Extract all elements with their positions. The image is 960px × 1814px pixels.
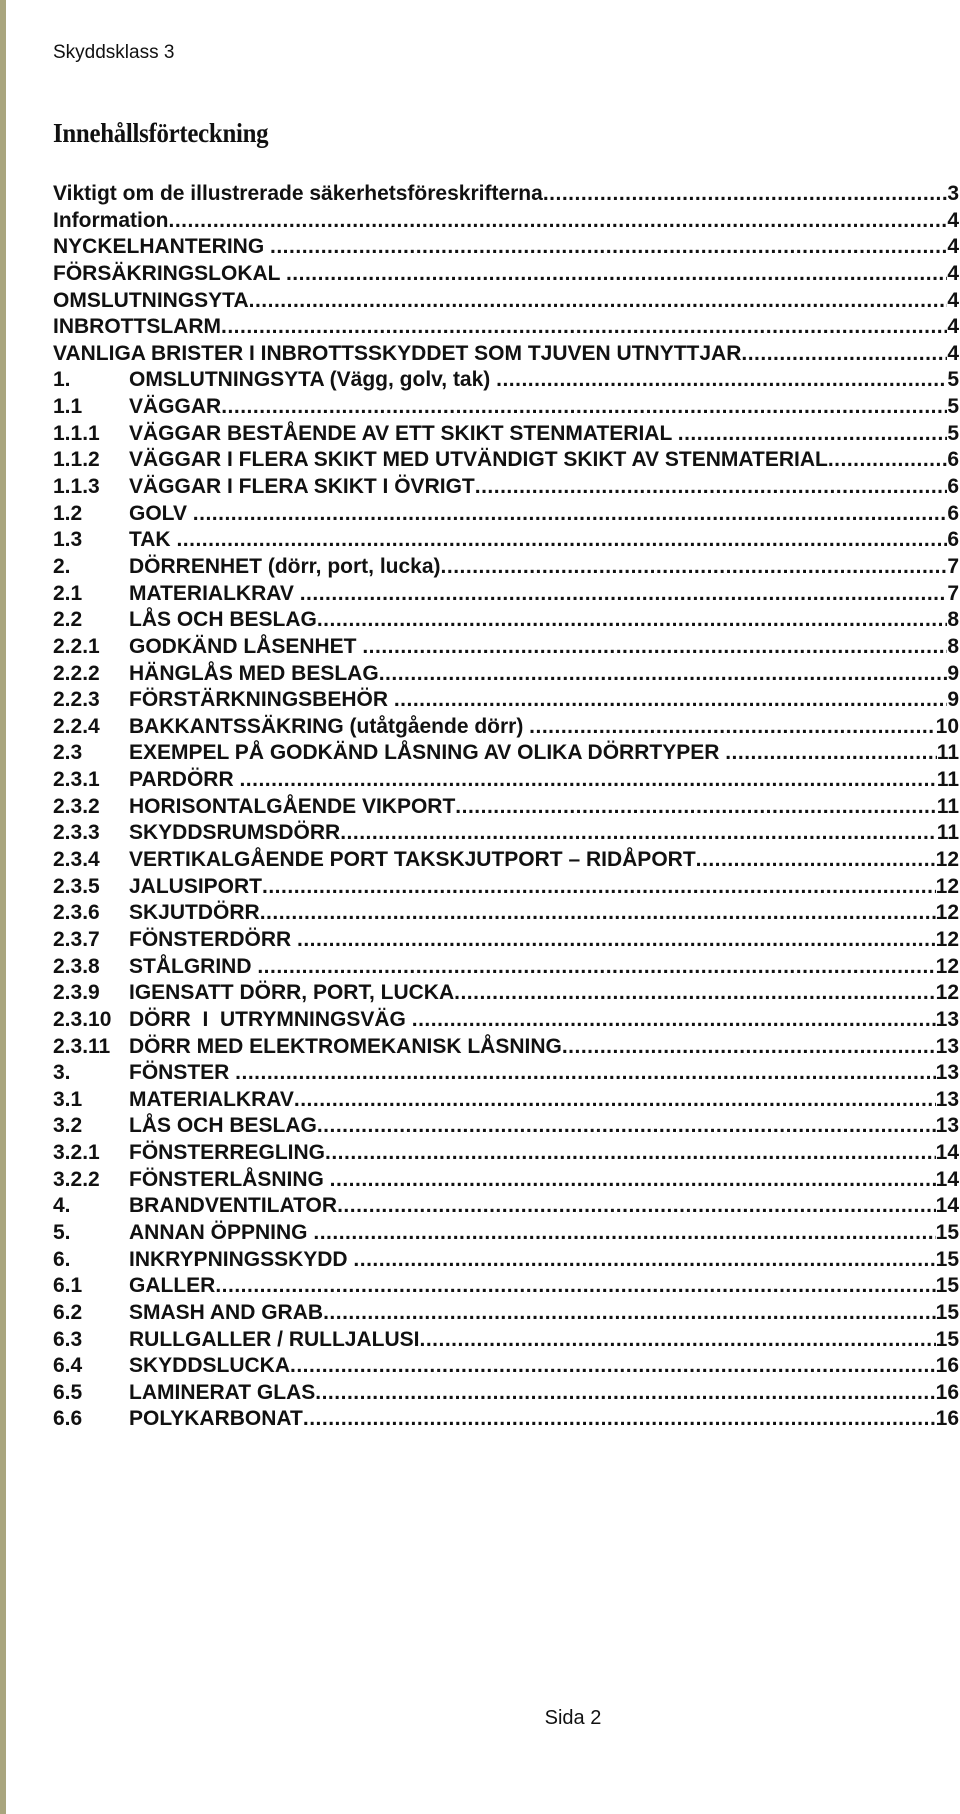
toc-entry-page: 4 bbox=[947, 341, 959, 365]
toc-dot-leader bbox=[215, 1273, 935, 1300]
toc-dot-leader bbox=[496, 367, 947, 394]
toc-entry-number: 6.2 bbox=[53, 1300, 83, 1324]
toc-entry-number: 2.3.10 bbox=[53, 1007, 112, 1031]
toc-entry-label: VANLIGA BRISTER I INBROTTSSKYDDET SOM TJUVEN UTNYTTJAR bbox=[53, 341, 742, 365]
toc-entry[interactable] bbox=[53, 1380, 959, 1407]
page-footer: Sida 2 bbox=[544, 1707, 602, 1729]
toc-entry[interactable] bbox=[53, 234, 959, 261]
running-header: Skyddsklass 3 bbox=[53, 42, 175, 63]
toc-entry-page: 12 bbox=[935, 981, 959, 1005]
toc-dot-leader bbox=[221, 314, 947, 341]
toc-entry[interactable] bbox=[53, 847, 959, 874]
toc-entry-page: 14 bbox=[935, 1194, 959, 1218]
page-edge-bar bbox=[0, 0, 6, 1814]
toc-entry[interactable] bbox=[53, 1300, 959, 1327]
toc-entry-label: DÖRR I UTRYMNINGSVÄG bbox=[129, 1007, 412, 1031]
toc-entry-page: 9 bbox=[947, 661, 959, 685]
toc-entry-number: 3.2.1 bbox=[53, 1141, 100, 1165]
toc-dot-leader bbox=[441, 554, 948, 581]
toc-entry-page: 6 bbox=[947, 501, 959, 525]
toc-entry-number: 3. bbox=[53, 1061, 71, 1085]
toc-entry[interactable] bbox=[53, 1327, 959, 1354]
toc-entry[interactable] bbox=[53, 900, 959, 927]
toc-entry[interactable] bbox=[53, 687, 959, 714]
toc-entry[interactable] bbox=[53, 1273, 959, 1300]
toc-dot-leader bbox=[193, 501, 948, 528]
toc-entry-number: 2.3.2 bbox=[53, 794, 100, 818]
toc-entry-page: 11 bbox=[936, 794, 959, 818]
toc-entry-label: SKJUTDÖRR bbox=[129, 901, 260, 925]
toc-entry-label: ANNAN ÖPPNING bbox=[129, 1220, 314, 1244]
toc-entry-label: INBROTTSLARM bbox=[53, 315, 221, 339]
toc-entry-label: TAK bbox=[129, 528, 177, 552]
toc-entry-page: 13 bbox=[935, 1114, 959, 1138]
toc-entry[interactable] bbox=[53, 367, 959, 394]
toc-entry-page: 5 bbox=[947, 368, 959, 392]
toc-entry[interactable] bbox=[53, 288, 959, 315]
toc-dot-leader bbox=[270, 234, 947, 261]
toc-entry[interactable] bbox=[53, 714, 959, 741]
toc-entry[interactable] bbox=[53, 794, 959, 821]
toc-entry-page: 15 bbox=[935, 1220, 959, 1244]
toc-entry-label: FÖRSTÄRKNINGSBEHÖR bbox=[129, 688, 394, 712]
toc-entry[interactable] bbox=[53, 1060, 959, 1087]
toc-dot-leader bbox=[235, 1060, 935, 1087]
toc-entry-page: 4 bbox=[947, 235, 959, 259]
toc-entry-page: 12 bbox=[935, 848, 959, 872]
toc-entry-number: 2.3.6 bbox=[53, 901, 100, 925]
toc-entry[interactable] bbox=[53, 1167, 959, 1194]
toc-dot-leader bbox=[725, 740, 937, 767]
toc-entry-page: 12 bbox=[935, 927, 959, 951]
toc-entry-label: EXEMPEL PÅ GODKÄND LÅSNING AV OLIKA DÖRRTYPER bbox=[129, 741, 726, 765]
toc-entry-label: LAMINERAT GLAS bbox=[129, 1380, 316, 1404]
toc-entry-page: 15 bbox=[935, 1274, 959, 1298]
toc-entry-label: VERTIKALGÅENDE PORT TAKSKJUTPORT – RIDÅPORT bbox=[129, 848, 696, 872]
toc-entry[interactable] bbox=[53, 634, 959, 661]
toc-dot-leader bbox=[176, 527, 947, 554]
toc-entry-number: 2.3.4 bbox=[53, 848, 100, 872]
toc-entry-label: HORISONTALGÅENDE VIKPORT bbox=[129, 794, 456, 818]
toc-entry[interactable] bbox=[53, 447, 959, 474]
toc-entry[interactable] bbox=[53, 1007, 959, 1034]
toc-entry-label: FÖRSÄKRINGSLOKAL bbox=[53, 261, 286, 285]
toc-entry[interactable] bbox=[53, 581, 959, 608]
toc-entry-number: 6.1 bbox=[53, 1274, 83, 1298]
toc-dot-leader bbox=[475, 474, 948, 501]
table-of-contents bbox=[53, 181, 959, 1433]
toc-dot-leader bbox=[362, 634, 947, 661]
toc-entry-page: 7 bbox=[947, 554, 959, 578]
toc-entry[interactable] bbox=[53, 314, 959, 341]
toc-entry-page: 6 bbox=[947, 448, 959, 472]
toc-entry-label: RULLGALLER / RULLJALUSI bbox=[129, 1327, 420, 1351]
toc-entry-number: 2.2.3 bbox=[53, 688, 100, 712]
toc-entry-page: 13 bbox=[935, 1034, 959, 1058]
toc-entry-number: 6.3 bbox=[53, 1327, 83, 1351]
toc-entry-number: 1.1.2 bbox=[53, 448, 100, 472]
toc-dot-leader bbox=[239, 767, 936, 794]
toc-entry[interactable] bbox=[53, 1406, 959, 1433]
toc-entry-page: 4 bbox=[947, 208, 959, 232]
toc-entry-page: 12 bbox=[935, 954, 959, 978]
toc-entry-number: 6.5 bbox=[53, 1380, 83, 1404]
toc-entry[interactable] bbox=[53, 980, 959, 1007]
toc-dot-leader bbox=[678, 421, 948, 448]
toc-dot-leader bbox=[330, 1167, 936, 1194]
toc-entry-page: 15 bbox=[935, 1300, 959, 1324]
toc-entry[interactable] bbox=[53, 501, 959, 528]
toc-entry-page: 12 bbox=[935, 874, 959, 898]
toc-entry-number: 6.6 bbox=[53, 1407, 83, 1431]
toc-entry-label: LÅS OCH BESLAG bbox=[129, 1114, 317, 1138]
toc-entry-number: 1.3 bbox=[53, 528, 83, 552]
toc-entry-page: 15 bbox=[935, 1247, 959, 1271]
toc-entry-label: VÄGGAR BESTÅENDE AV ETT SKIKT STENMATERIAL bbox=[129, 421, 678, 445]
toc-entry-page: 12 bbox=[935, 901, 959, 925]
toc-dot-leader bbox=[262, 874, 936, 901]
toc-dot-leader bbox=[317, 607, 947, 634]
toc-entry-label: IGENSATT DÖRR, PORT, LUCKA bbox=[129, 981, 455, 1005]
toc-dot-leader bbox=[300, 581, 948, 608]
toc-entry-number: 3.2 bbox=[53, 1114, 83, 1138]
toc-entry-number: 2.2.4 bbox=[53, 714, 100, 738]
toc-entry[interactable] bbox=[53, 740, 959, 767]
toc-entry-number: 2.3.9 bbox=[53, 981, 100, 1005]
toc-dot-leader bbox=[353, 1247, 935, 1274]
toc-entry-label: DÖRR MED ELEKTROMEKANISK LÅSNING bbox=[129, 1034, 562, 1058]
toc-title: Innehållsförteckning bbox=[53, 118, 269, 148]
toc-entry[interactable] bbox=[53, 208, 959, 235]
toc-entry-label: FÖNSTERLÅSNING bbox=[129, 1167, 330, 1191]
toc-dot-leader bbox=[294, 1087, 936, 1114]
toc-entry-number: 2.3.11 bbox=[53, 1034, 111, 1058]
toc-entry-page: 6 bbox=[947, 528, 959, 552]
toc-entry-label: HÄNGLÅS MED BESLAG bbox=[129, 661, 379, 685]
toc-entry-label: GALLER bbox=[129, 1274, 216, 1298]
toc-dot-leader bbox=[297, 927, 936, 954]
toc-entry-page: 4 bbox=[947, 261, 959, 285]
toc-entry-label: FÖNSTERDÖRR bbox=[129, 927, 297, 951]
toc-entry-page: 14 bbox=[935, 1167, 959, 1191]
toc-entry-number: 2.2.1 bbox=[53, 634, 100, 658]
toc-entry-number: 2.3.5 bbox=[53, 874, 100, 898]
toc-dot-leader bbox=[741, 341, 947, 368]
toc-entry[interactable] bbox=[53, 474, 959, 501]
toc-entry-label: BRANDVENTILATOR bbox=[129, 1194, 338, 1218]
toc-entry[interactable] bbox=[53, 1193, 959, 1220]
toc-entry-page: 4 bbox=[947, 315, 959, 339]
toc-entry-label: OMSLUTNINGSYTA bbox=[53, 288, 249, 312]
toc-dot-leader bbox=[529, 714, 935, 741]
toc-entry-page: 16 bbox=[935, 1380, 959, 1404]
toc-entry-page: 11 bbox=[936, 821, 959, 845]
toc-dot-leader bbox=[412, 1007, 936, 1034]
toc-entry[interactable] bbox=[53, 767, 959, 794]
toc-entry-number: 1.2 bbox=[53, 501, 83, 525]
toc-dot-leader bbox=[337, 1193, 936, 1220]
toc-entry-number: 5. bbox=[53, 1220, 71, 1244]
toc-entry[interactable] bbox=[53, 874, 959, 901]
toc-dot-leader bbox=[394, 687, 947, 714]
toc-entry-number: 2.3.1 bbox=[53, 768, 100, 792]
toc-dot-leader bbox=[325, 1140, 936, 1167]
toc-entry-label: FÖNSTER bbox=[129, 1061, 236, 1085]
toc-dot-leader bbox=[290, 1353, 936, 1380]
toc-entry[interactable] bbox=[53, 554, 959, 581]
toc-dot-leader bbox=[260, 900, 936, 927]
toc-entry-number: 2.2 bbox=[53, 608, 83, 632]
toc-entry-page: 6 bbox=[947, 475, 959, 499]
toc-entry-number: 2.3 bbox=[53, 741, 83, 765]
toc-entry-label: OMSLUTNINGSYTA (Vägg, golv, tak) bbox=[129, 368, 497, 392]
toc-entry-label: Viktigt om de illustrerade säkerhetsföreskrifterna bbox=[53, 182, 543, 205]
toc-entry[interactable] bbox=[53, 341, 959, 368]
toc-entry-page: 7 bbox=[947, 581, 959, 605]
toc-entry-label: MATERIALKRAV bbox=[129, 581, 300, 605]
toc-dot-leader bbox=[340, 820, 937, 847]
toc-dot-leader bbox=[315, 1380, 935, 1407]
toc-entry-page: 13 bbox=[935, 1061, 959, 1085]
toc-entry-label: PARDÖRR bbox=[129, 768, 240, 792]
toc-entry-label: GOLV bbox=[129, 501, 193, 525]
toc-entry-number: 2.3.7 bbox=[53, 927, 100, 951]
toc-dot-leader bbox=[221, 394, 947, 421]
toc-dot-leader bbox=[454, 980, 936, 1007]
toc-entry[interactable] bbox=[53, 1113, 959, 1140]
toc-entry-page: 11 bbox=[936, 768, 959, 792]
toc-entry-number: 6. bbox=[53, 1247, 71, 1271]
toc-entry-label: VÄGGAR bbox=[129, 395, 222, 419]
toc-entry-label: GODKÄND LÅSENHET bbox=[129, 634, 363, 658]
toc-entry-page: 15 bbox=[935, 1327, 959, 1351]
toc-entry-number: 6.4 bbox=[53, 1354, 83, 1378]
toc-entry[interactable] bbox=[53, 527, 959, 554]
toc-dot-leader bbox=[286, 261, 947, 288]
toc-entry-number: 4. bbox=[53, 1194, 71, 1218]
toc-dot-leader bbox=[313, 1220, 935, 1247]
toc-dot-leader bbox=[379, 661, 948, 688]
toc-entry-number: 2. bbox=[53, 554, 71, 578]
toc-entry-page: 9 bbox=[947, 688, 959, 712]
toc-entry-number: 1.1 bbox=[53, 395, 83, 419]
toc-dot-leader bbox=[543, 181, 948, 208]
toc-entry-label: BAKKANTSSÄKRING (utåtgående dörr) bbox=[129, 714, 530, 738]
toc-dot-leader bbox=[249, 288, 948, 315]
toc-entry-label: JALUSIPORT bbox=[129, 874, 263, 898]
toc-entry[interactable] bbox=[53, 1220, 959, 1247]
toc-dot-leader bbox=[696, 847, 936, 874]
toc-entry[interactable] bbox=[53, 1353, 959, 1380]
toc-dot-leader bbox=[455, 794, 937, 821]
toc-entry-page: 8 bbox=[947, 634, 959, 658]
toc-entry-page: 16 bbox=[935, 1354, 959, 1378]
toc-entry[interactable] bbox=[53, 927, 959, 954]
toc-entry-number: 2.3.8 bbox=[53, 954, 100, 978]
toc-entry[interactable] bbox=[53, 421, 959, 448]
toc-dot-leader bbox=[323, 1300, 936, 1327]
toc-entry-page: 5 bbox=[947, 395, 959, 419]
toc-entry[interactable] bbox=[53, 820, 959, 847]
toc-entry-page: 5 bbox=[947, 421, 959, 445]
toc-dot-leader bbox=[562, 1034, 936, 1061]
toc-entry[interactable] bbox=[53, 261, 959, 288]
toc-entry[interactable] bbox=[53, 1140, 959, 1167]
toc-entry-page: 16 bbox=[935, 1407, 959, 1431]
toc-entry-label: LÅS OCH BESLAG bbox=[129, 608, 317, 632]
toc-entry-label: SMASH AND GRAB bbox=[129, 1300, 324, 1324]
toc-entry-label: SKYDDSLUCKA bbox=[129, 1354, 291, 1378]
toc-entry-page: 14 bbox=[935, 1141, 959, 1165]
toc-dot-leader bbox=[303, 1406, 936, 1433]
toc-entry-number: 1. bbox=[53, 368, 71, 392]
toc-entry-label: FÖNSTERREGLING bbox=[129, 1141, 326, 1165]
toc-entry-number: 3.2.2 bbox=[53, 1167, 100, 1191]
toc-entry-label: MATERIALKRAV bbox=[129, 1087, 294, 1111]
toc-entry-label: VÄGGAR I FLERA SKIKT I ÖVRIGT bbox=[129, 475, 475, 499]
toc-dot-leader bbox=[828, 447, 947, 474]
toc-entry-label: DÖRRENHET (dörr, port, lucka) bbox=[129, 554, 441, 578]
toc-entry-page: 13 bbox=[935, 1007, 959, 1031]
toc-entry[interactable] bbox=[53, 954, 959, 981]
toc-entry-number: 1.1.1 bbox=[53, 421, 100, 445]
toc-entry-number: 3.1 bbox=[53, 1087, 83, 1111]
toc-entry[interactable] bbox=[53, 1034, 959, 1061]
toc-entry[interactable] bbox=[53, 181, 959, 208]
toc-entry-label: STÅLGRIND bbox=[129, 954, 258, 978]
toc-entry-label: VÄGGAR I FLERA SKIKT MED UTVÄNDIGT SKIKT AV STENMATERIAL bbox=[129, 448, 828, 472]
toc-entry-page: 10 bbox=[935, 714, 959, 738]
toc-entry-label: SKYDDSRUMSDÖRR bbox=[129, 821, 341, 845]
toc-entry-page: 13 bbox=[935, 1087, 959, 1111]
toc-entry[interactable] bbox=[53, 1247, 959, 1274]
toc-entry-number: 2.1 bbox=[53, 581, 83, 605]
toc-entry[interactable] bbox=[53, 394, 959, 421]
toc-entry-page: 3 bbox=[947, 182, 959, 205]
toc-dot-leader bbox=[257, 954, 935, 981]
toc-entry-page: 4 bbox=[947, 288, 959, 312]
toc-entry-number: 2.3.3 bbox=[53, 821, 100, 845]
toc-entry-page: 8 bbox=[947, 608, 959, 632]
toc-entry-label: INKRYPNINGSSKYDD bbox=[129, 1247, 354, 1271]
toc-entry-label: NYCKELHANTERING bbox=[53, 235, 271, 259]
toc-entry[interactable] bbox=[53, 661, 959, 688]
toc-entry-label: POLYKARBONAT bbox=[129, 1407, 303, 1431]
toc-entry-number: 2.2.2 bbox=[53, 661, 100, 685]
toc-entry-number: 1.1.3 bbox=[53, 475, 100, 499]
toc-dot-leader bbox=[317, 1113, 936, 1140]
toc-entry-page: 11 bbox=[936, 741, 959, 765]
toc-entry-label: Information bbox=[53, 208, 169, 232]
toc-entry[interactable] bbox=[53, 607, 959, 634]
toc-dot-leader bbox=[169, 208, 948, 235]
toc-dot-leader bbox=[419, 1327, 935, 1354]
toc-entry[interactable] bbox=[53, 1087, 959, 1114]
